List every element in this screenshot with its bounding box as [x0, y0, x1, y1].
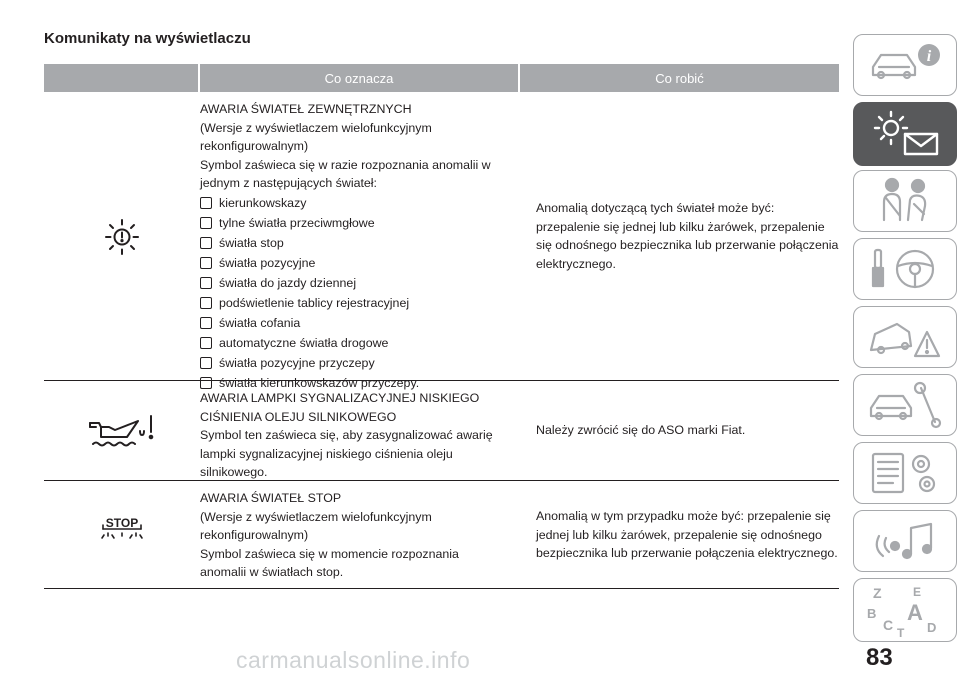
- list-item: [200, 253, 536, 273]
- checkbox-bullet-icon: [200, 197, 212, 209]
- svg-text:i: i: [926, 48, 932, 65]
- stop-lights-failure-icon: [100, 515, 144, 543]
- list-item: [200, 353, 536, 373]
- table-row: [44, 92, 839, 390]
- checkbox-bullet-icon: [200, 257, 212, 269]
- multimedia-music-icon: [865, 516, 945, 566]
- meaning-line: rekonfigurowalnym): [200, 528, 309, 542]
- list-item: [200, 273, 536, 293]
- checkbox-bullet-icon: [200, 237, 212, 249]
- page-number: 83: [866, 644, 893, 671]
- chapter-tab-technical-data[interactable]: [853, 442, 957, 504]
- list-item: [200, 333, 536, 353]
- action-text: [536, 199, 838, 273]
- header-meaning: Co oznacza: [200, 64, 518, 92]
- alphabetical-index-icon: [863, 582, 947, 638]
- checkbox-bullet-icon: [200, 317, 212, 329]
- list-item: [200, 313, 536, 333]
- action-cell: [536, 92, 839, 380]
- index-letter: C: [883, 617, 894, 633]
- list-item-label: światła do jazdy dziennej: [219, 275, 357, 290]
- index-letter: Z: [873, 585, 882, 601]
- chapter-tab-key-steering[interactable]: [853, 238, 957, 300]
- icon-cell: [44, 481, 200, 543]
- list-item-label: kierunkowskazy: [219, 195, 307, 210]
- stop-icon-label: STOP: [105, 516, 139, 530]
- action-text: [536, 421, 745, 440]
- meaning-cell: [200, 481, 536, 587]
- checkbox-bullet-icon: [200, 277, 212, 289]
- meaning-line: AWARIA LAMPKI SYGNALIZACYJNEJ NISKIEGO: [200, 391, 480, 405]
- chapter-tab-maintenance[interactable]: [853, 374, 957, 436]
- action-cell: [536, 481, 839, 563]
- action-line: Anomalią dotyczącą tych świateł może być:: [536, 201, 775, 215]
- chapter-tab-car-info[interactable]: [853, 34, 957, 96]
- key-steering-wheel-icon: [867, 244, 943, 294]
- chapter-tab-multimedia[interactable]: [853, 510, 957, 572]
- checkbox-bullet-icon: [200, 337, 212, 349]
- list-item: [200, 293, 536, 313]
- meaning-line: Symbol ten zaświeca się, aby zasygnalizować awarię: [200, 428, 493, 442]
- action-line: elektrycznego.: [536, 256, 616, 271]
- list-item: [200, 193, 536, 213]
- watermark: carmanualsonline.info: [236, 647, 471, 673]
- action-line: Należy zwrócić się do ASO marki Fiat.: [536, 423, 746, 438]
- header-action: Co robić: [520, 64, 839, 92]
- meaning-cell: [200, 381, 536, 480]
- chapter-tab-index[interactable]: [853, 578, 957, 642]
- list-item-label: światła kierunkowskazów przyczepy.: [219, 375, 420, 390]
- meaning-line: AWARIA ŚWIATEŁ ZEWNĘTRZNYCH: [200, 102, 412, 116]
- chapter-tab-emergency[interactable]: [853, 306, 957, 368]
- table-row: [44, 481, 839, 589]
- meaning-line: (Wersje z wyświetlaczem wielofunkcyjnym: [200, 120, 432, 135]
- list-item-label: światła stop: [219, 235, 284, 250]
- car-info-icon: [865, 41, 945, 89]
- header-icon-column: [44, 64, 198, 92]
- list-item-label: światła cofania: [219, 315, 301, 330]
- meaning-line: (Wersje z wyświetlaczem wielofunkcyjnym: [200, 509, 432, 524]
- list-item-label: światła pozycyjne przyczepy: [219, 355, 375, 370]
- action-line: się odnośnego bezpiecznika lub przerwanie połączenia: [536, 238, 839, 252]
- meaning-line: anomalii w światłach stop.: [200, 565, 344, 579]
- chapter-tab-warning-lights[interactable]: [853, 102, 957, 166]
- checkbox-bullet-icon: [200, 357, 212, 369]
- list-item-label: podświetlenie tablicy rejestracyjnej: [219, 295, 410, 310]
- meaning-line: CIŚNIENIA OLEJU SILNIKOWEGO: [200, 409, 397, 424]
- car-maintenance-wrench-icon: [865, 380, 945, 430]
- action-line: bezpiecznika lub przerwanie połączenia elektrycznego.: [536, 546, 838, 560]
- meaning-cell: [200, 92, 536, 390]
- index-letter: B: [867, 606, 877, 621]
- icon-cell: [44, 92, 200, 380]
- checkbox-bullet-icon: [200, 297, 212, 309]
- action-cell: [536, 381, 839, 480]
- table-header: [44, 64, 839, 92]
- meaning-line: rekonfigurowalnym): [200, 139, 309, 153]
- warning-lights-message-icon: [863, 108, 947, 160]
- meaning-line: silnikowego.: [200, 465, 268, 479]
- index-letter: T: [897, 626, 905, 638]
- low-oil-pressure-icon: [87, 411, 157, 451]
- list-item-label: tylne światła przeciwmgłowe: [219, 215, 375, 230]
- meaning-line: lampki sygnalizacyjnej niskiego ciśnienia oleju: [200, 446, 453, 461]
- index-letter: E: [913, 585, 922, 599]
- index-letter: D: [927, 620, 937, 635]
- page-title: Komunikaty na wyświetlaczu: [44, 30, 251, 47]
- meaning-line: jednym z następujących świateł:: [200, 176, 377, 190]
- chapter-tab-safety[interactable]: [853, 170, 957, 232]
- light-list: [200, 193, 536, 393]
- meaning-line: Symbol zaświeca się w razie rozpoznania anomalii w: [200, 157, 491, 172]
- list-item-label: automatyczne światła drogowe: [219, 335, 389, 350]
- action-line: jednej lub kilku żarówek, przepalenie się odnośnego: [536, 527, 822, 542]
- list-item: [200, 213, 536, 233]
- exterior-light-failure-icon: [102, 216, 142, 256]
- list-item: [200, 233, 536, 253]
- meaning-line: AWARIA ŚWIATEŁ STOP: [200, 491, 342, 505]
- messages-table: [44, 64, 839, 589]
- action-line: Anomalią w tym przypadku może być: przepalenie się: [536, 509, 831, 523]
- safety-airbag-icon: [870, 176, 940, 226]
- checkbox-bullet-icon: [200, 217, 212, 229]
- action-line: przepalenie się jednej lub kilku żarówek, przepalenie: [536, 219, 825, 234]
- technical-data-gears-icon: [865, 448, 945, 498]
- car-accident-warning-icon: [865, 312, 945, 362]
- meaning-line: Symbol zaświeca się w momencie rozpoznania: [200, 546, 459, 561]
- list-item-label: światła pozycyjne: [219, 255, 316, 270]
- icon-cell: [44, 381, 200, 480]
- action-text: [536, 507, 838, 563]
- table-row: [44, 381, 839, 481]
- index-letter: A: [907, 600, 923, 625]
